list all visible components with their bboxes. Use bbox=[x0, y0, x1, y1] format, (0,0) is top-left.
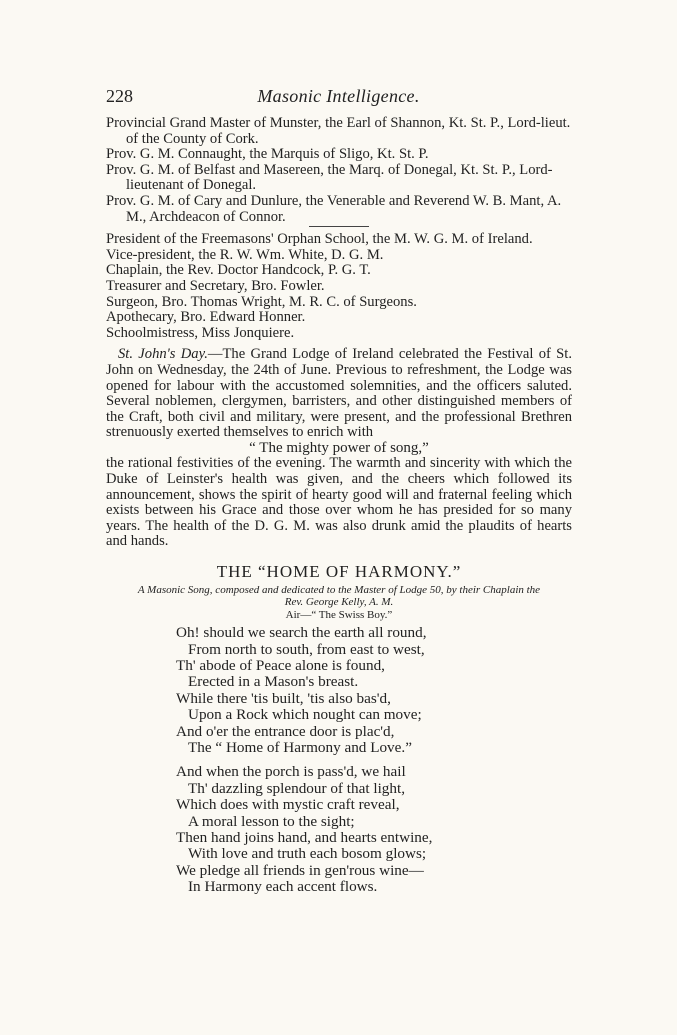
poem-line: Th' dazzling splendour of that light, bbox=[188, 779, 406, 797]
school-officer-entry: Schoolmistress, Miss Jonquiere. bbox=[106, 324, 295, 341]
poem-line: Then hand joins hand, and hearts entwine, bbox=[176, 829, 433, 846]
poem-line: Which does with mystic craft reveal, bbox=[176, 796, 400, 814]
song-dedication: A Masonic Song, composed and dedicated to the Master of Lodge 50, by their Chaplain the bbox=[137, 583, 541, 596]
song-title: THE “HOME OF HARMONY.” bbox=[216, 562, 462, 582]
officer-entry: Provincial Grand Master of Munster, the Earl of Shannon, Kt. St. P., Lord-lieut. of the County of Cork. bbox=[106, 115, 571, 147]
poem bbox=[176, 625, 572, 896]
song-quote: “ The mighty power of song,” bbox=[249, 439, 429, 456]
poem-line: With love and truth each bosom glows; bbox=[188, 845, 427, 863]
page-body bbox=[106, 116, 572, 896]
school-officer-entry: Apothecary, Bro. Edward Honner. bbox=[106, 309, 306, 326]
poem-line: The “ Home of Harmony and Love.” bbox=[188, 738, 412, 756]
poem-line: We pledge all friends in gen'rous wine— bbox=[176, 861, 424, 879]
st-johns-day-text: —The Grand Lodge of Ireland celebrated the Festival of St. John on Wednesday, the 24th of June. Previous to refreshment, the Lodge was opened for labour with the accustomed solemnities, and the officers saluted. Several noblemen, clergymen, barristers, and other distinguished members of the Craft, both civil and military, were present, and the professional Brethren strenuously exerted themselves to enrich with bbox=[106, 346, 572, 441]
st-johns-continuation: the rational festivities of the evening. The warmth and sincerity with which the Duke of Leinster's health was given, and the cheers which followed its announcement, shows the spirit of hearty good will and fraternal feeling which exists between his Grace and those over whom he has presided for so many years. The health of the D. G. M. was also drunk amid the plaudits of hearts and hands. bbox=[106, 455, 572, 550]
poem-line: A moral lesson to the sight; bbox=[188, 812, 355, 830]
running-title: Masonic Intelligence. bbox=[257, 86, 420, 106]
school-officer-entry: Treasurer and Secretary, Bro. Fowler. bbox=[106, 277, 325, 294]
poem-line: Erected in a Mason's breast. bbox=[188, 673, 359, 691]
section-rule bbox=[309, 226, 369, 227]
page-number: 228 bbox=[106, 86, 133, 106]
orphan-school-officers-list bbox=[106, 232, 572, 341]
school-officer-entry: Vice-president, the R. W. Wm. White, D. G. M. bbox=[106, 246, 384, 263]
st-johns-day-heading: St. John's Day. bbox=[118, 346, 208, 363]
poem-line: Upon a Rock which nought can move; bbox=[188, 706, 422, 724]
officer-entry: Prov. G. M. of Cary and Dunlure, the Venerable and Reverend W. B. Mant, A. M., Archdeacon of Connor. bbox=[106, 192, 562, 225]
poem-line: While there 'tis built, 'tis also bas'd, bbox=[176, 689, 391, 707]
school-officer-entry: Surgeon, Bro. Thomas Wright, M. R. C. of Surgeons. bbox=[106, 293, 417, 310]
poem-line: And o'er the entrance door is plac'd, bbox=[176, 722, 395, 740]
poem-stanza-1 bbox=[176, 625, 572, 756]
poem-stanza-2 bbox=[176, 764, 572, 895]
poem-line: Th' abode of Peace alone is found, bbox=[176, 656, 385, 674]
song-author: Rev. George Kelly, A. M. bbox=[284, 596, 394, 609]
poem-line: Oh! should we search the earth all round, bbox=[176, 624, 427, 642]
poem-line: From north to south, from east to west, bbox=[188, 640, 425, 658]
officer-entry: Prov. G. M. of Belfast and Masereen, the Marq. of Donegal, Kt. St. P., Lord-lieutenant of Donegal. bbox=[106, 161, 553, 194]
song-air: Air—“ The Swiss Boy.” bbox=[285, 608, 393, 621]
st-johns-day-paragraph bbox=[106, 347, 572, 441]
officer-entry: Prov. G. M. Connaught, the Marquis of Sligo, Kt. St. P. bbox=[106, 146, 429, 163]
school-officer-entry: President of the Freemasons' Orphan School, the M. W. G. M. of Ireland. bbox=[106, 231, 533, 248]
page-header bbox=[106, 86, 571, 110]
poem-line: In Harmony each accent flows. bbox=[188, 878, 378, 896]
poem-line: And when the porch is pass'd, we hail bbox=[176, 763, 406, 781]
provincial-officers-list bbox=[106, 116, 572, 225]
school-officer-entry: Chaplain, the Rev. Doctor Handcock, P. G. T. bbox=[106, 262, 371, 279]
